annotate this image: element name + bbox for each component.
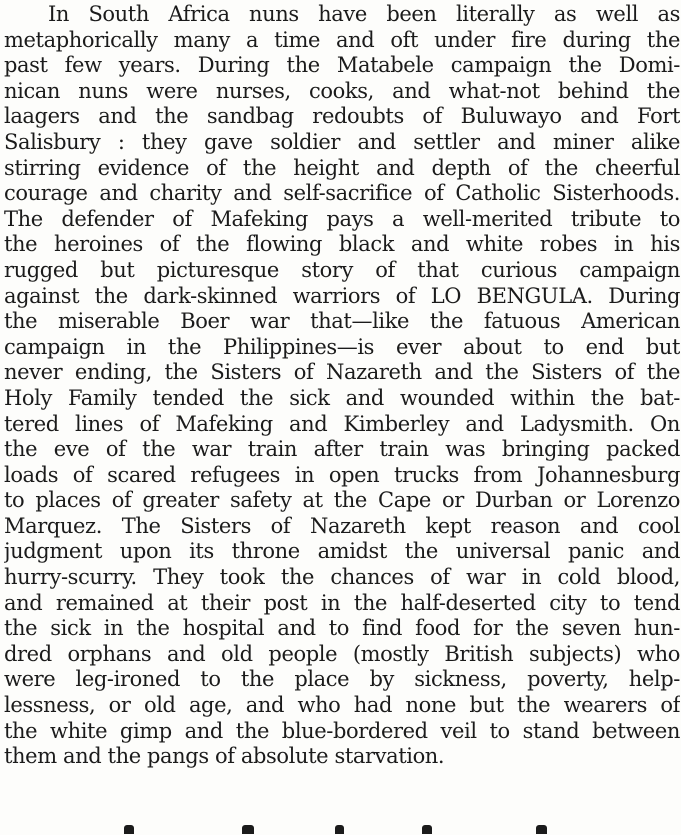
paragraph-line: In South Africa nuns have been literally as well as (48, 2, 680, 26)
paragraph-line: The defender of Mafeking pays a well-merited tribute to (4, 206, 680, 231)
paragraph-line: to places of greater safety at the Cape or Durban or Lorenzo (4, 488, 680, 513)
paragraph-line: against the dark-skinned warriors of LO BENGULA. During (4, 283, 680, 308)
paragraph-line: the heroines of the flowing black and white robes in his (4, 232, 680, 257)
glyph-fragment (536, 825, 547, 834)
paragraph-line: tered lines of Mafeking and Kimberley and Ladysmith. On (4, 411, 680, 436)
paragraph-line: Marquez. The Sisters of Nazareth kept reason and cool (4, 513, 680, 538)
paragraph-line: the sick in the hospital and to find food for the seven hun- (4, 616, 680, 641)
paragraph-line: loads of scared refugees in open trucks from Johannesburg (4, 462, 680, 487)
glyph-fragment (124, 825, 134, 834)
paragraph-line: rugged but picturesque story of that curious campaign (4, 257, 680, 282)
paragraph-line: nican nuns were nurses, cooks, and what-not behind the (4, 78, 680, 103)
paragraph-line: the miserable Boer war that—like the fatuous American (4, 309, 680, 334)
paragraph-line: laagers and the sandbag redoubts of Buluwayo and Fort (4, 104, 680, 129)
paragraph-line: judgment upon its throne amidst the universal panic and (4, 539, 680, 564)
paragraph-line: courage and charity and self-sacrifice of Catholic Sisterhoods. (4, 181, 680, 206)
paragraph-line: metaphorically many a time and oft under fire during the (4, 27, 680, 52)
paragraph-line: never ending, the Sisters of Nazareth and the Sisters of the (4, 360, 680, 385)
paragraph-line: the eve of the war train after train was bringing packed (4, 437, 680, 462)
paragraph-line: campaign in the Philippines—is ever about to end but (4, 334, 680, 359)
paragraph-line: them and the pangs of absolute starvation. (4, 744, 445, 769)
article-paragraph (4, 2, 680, 770)
paragraph-line: past few years. During the Matabele campaign the Domi- (4, 53, 680, 78)
paragraph-line: stirring evidence of the height and depth of the cheerful (4, 155, 680, 180)
glyph-fragment (335, 825, 344, 834)
paragraph-line: dred orphans and old people (mostly British subjects) who (4, 641, 680, 666)
paragraph-line: lessness, or old age, and who had none but the wearers of (4, 693, 680, 718)
paragraph-line: Salisbury : they gave soldier and settler and miner alike (4, 129, 680, 154)
paragraph-line: the white gimp and the blue-bordered veil to stand between (4, 718, 680, 743)
paragraph-line: Holy Family tended the sick and wounded within the bat- (4, 385, 680, 410)
paragraph-line: were leg-ironed to the place by sickness, poverty, help- (4, 667, 680, 692)
glyph-fragment (422, 825, 432, 834)
glyph-fragment (242, 825, 254, 834)
paragraph-line: hurry-scurry. They took the chances of war in cold blood, (4, 565, 680, 590)
cut-off-next-line (0, 822, 681, 835)
paragraph-line: and remained at their post in the half-deserted city to tend (4, 590, 680, 615)
